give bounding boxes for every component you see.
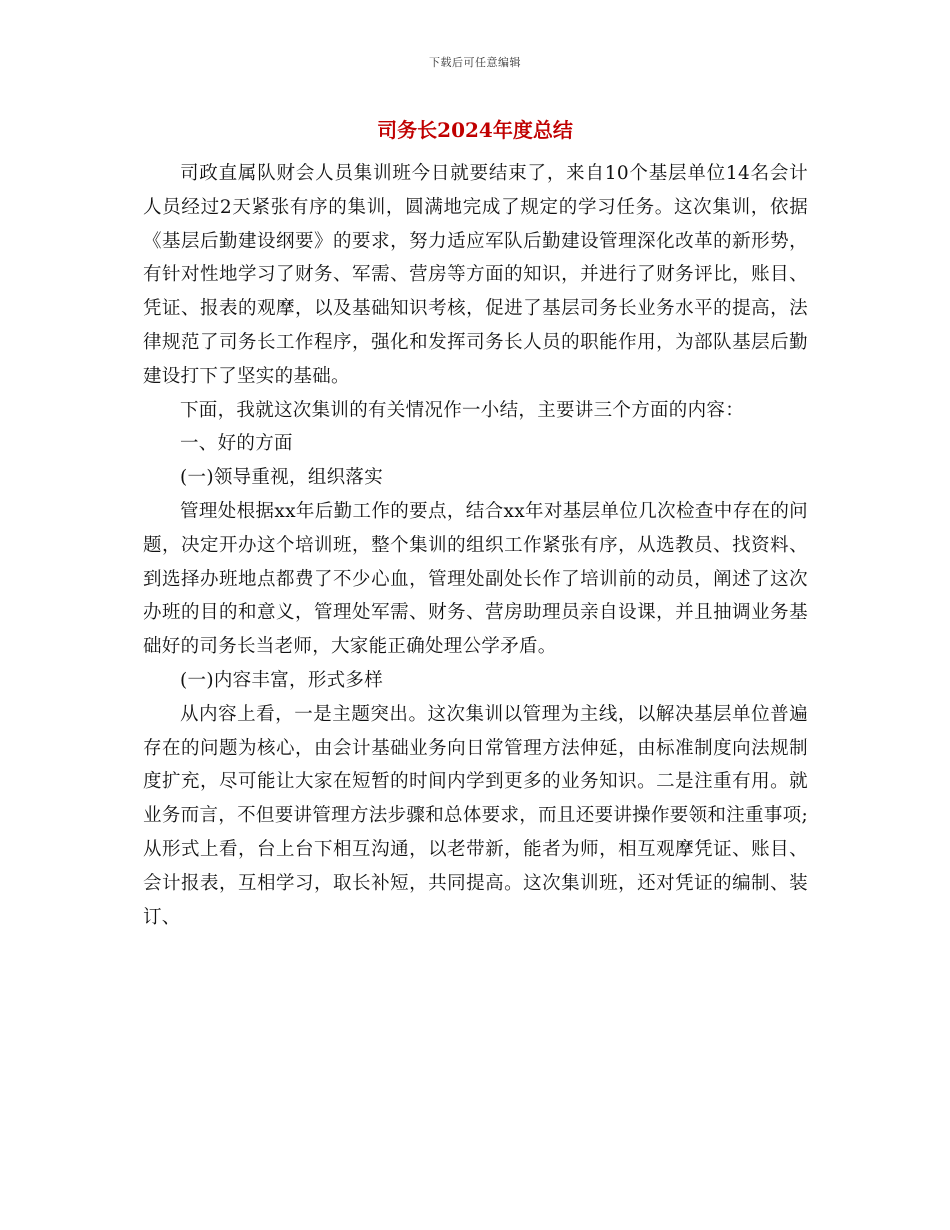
paragraph-summary-lead: 下面，我就这次集训的有关情况作一小结，主要讲三个方面的内容：: [180, 399, 745, 421]
paragraph-content: 从内容上看，一是主题突出。这次集训以管理为主线，以解决基层单位普遍存在的问题为核心，由会计基础业务向日常管理方法伸延，由标准制度向法规制度扩充，尽可能让大家在短暂的时间内学到更多的业务知识。二是注重有用。就业务而言，不但要讲管理方法步骤和总体要求，而且还要讲操作要领和注重事项;从形式上看，台上台下相互沟通，以老带新，能者为师，相互观摩凭证、账目、会计报表，互相学习，取长补短，共同提高。这次集训班，还对凭证的编制、装订、: [143, 703, 808, 928]
document-body: [143, 157, 808, 934]
subsection-heading-leadership: (一)领导重视，组织落实: [180, 467, 384, 489]
paragraph-intro: 司政直属队财会人员集训班今日就要结束了，来自10个基层单位14名会计人员经过2天紧张有序的集训，圆满地完成了规定的学习任务。这次集训，依据《基层后勤建设纲要》的要求，努力适应军队后勤建设管理深化改革的新形势，有针对性地学习了财务、军需、营房等方面的知识，并进行了财务评比，账目、凭证、报表的观摩，以及基础知识考核，促进了基层司务长业务水平的提高，法律规范了司务长工作程序，强化和发挥司务长人员的职能作用，为部队基层后勤建设打下了坚实的基础。: [143, 163, 808, 387]
section-heading-good-aspects: 一、好的方面: [180, 433, 293, 455]
header-note: 下载后可任意编辑: [429, 56, 521, 69]
subsection-heading-content: (一)内容丰富，形式多样: [180, 669, 384, 691]
paragraph-leadership: 管理处根据xx年后勤工作的要点，结合xx年对基层单位几次检查中存在的问题，决定开办这个培训班，整个集训的组织工作紧张有序，从选教员、找资料、到选择办班地点都费了不少心血，管理处副处长作了培训前的动员，阐述了这次办班的目的和意义，管理处军需、财务、营房助理员亲自设课，并且抽调业务基础好的司务长当老师，大家能正确处理公学矛盾。: [143, 500, 808, 658]
document-title: 司务长2024年度总结: [377, 118, 573, 142]
